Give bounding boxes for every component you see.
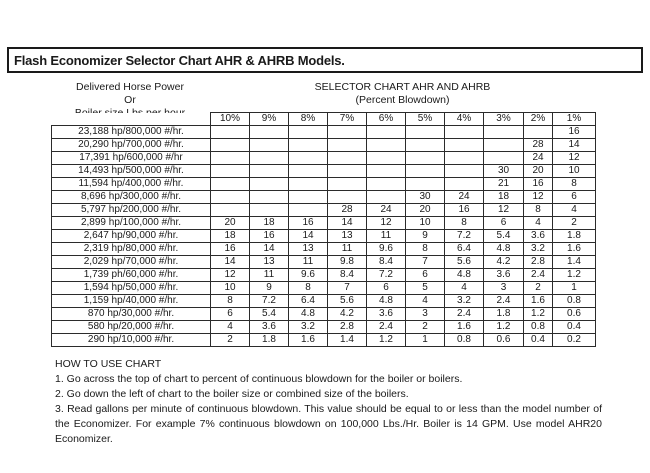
gpm-value-cell: 16 bbox=[524, 178, 553, 191]
gpm-value-cell bbox=[328, 139, 367, 152]
gpm-value-cell bbox=[289, 139, 328, 152]
gpm-value-cell: 5 bbox=[406, 282, 445, 295]
table-row bbox=[52, 243, 596, 256]
gpm-value-cell bbox=[328, 126, 367, 139]
gpm-value-cell bbox=[406, 152, 445, 165]
gpm-value-cell bbox=[367, 126, 406, 139]
percent-column-header: 3% bbox=[484, 113, 524, 126]
gpm-value-cell bbox=[406, 139, 445, 152]
gpm-value-cell: 0.4 bbox=[553, 321, 596, 334]
gpm-value-cell: 6.4 bbox=[445, 243, 484, 256]
table-row bbox=[52, 321, 596, 334]
gpm-value-cell: 16 bbox=[289, 217, 328, 230]
gpm-value-cell: 20 bbox=[524, 165, 553, 178]
gpm-value-cell bbox=[367, 152, 406, 165]
gpm-value-cell bbox=[211, 178, 250, 191]
gpm-value-cell: 7 bbox=[406, 256, 445, 269]
boiler-size-label-cell: 11,594 hp/400,000 #/hr. bbox=[52, 178, 211, 191]
gpm-value-cell: 10 bbox=[553, 165, 596, 178]
gpm-value-cell bbox=[250, 126, 289, 139]
row-label-heading-line1: Delivered Horse Power bbox=[76, 81, 184, 93]
table-row bbox=[52, 334, 596, 347]
table-row bbox=[52, 269, 596, 282]
gpm-value-cell: 2.4 bbox=[445, 308, 484, 321]
selector-chart-heading-line2: (Percent Blowdown) bbox=[355, 94, 450, 106]
table-row bbox=[52, 295, 596, 308]
gpm-value-cell: 1.6 bbox=[289, 334, 328, 347]
row-label-heading-line2: Or bbox=[124, 94, 136, 106]
boiler-size-label-cell: 14,493 hp/500,000 #/hr. bbox=[52, 165, 211, 178]
boiler-size-label-cell: 870 hp/30,000 #/hr. bbox=[52, 308, 211, 321]
table-row bbox=[52, 165, 596, 178]
gpm-value-cell bbox=[406, 165, 445, 178]
gpm-value-cell: 8 bbox=[445, 217, 484, 230]
gpm-value-cell: 4.8 bbox=[289, 308, 328, 321]
boiler-size-label-cell: 17,391 hp/600,000 #/hr bbox=[52, 152, 211, 165]
gpm-value-cell: 4 bbox=[553, 204, 596, 217]
gpm-value-cell: 3.6 bbox=[524, 230, 553, 243]
boiler-size-label-cell: 5,797 hp/200,000 #/hr. bbox=[52, 204, 211, 217]
gpm-value-cell: 3.2 bbox=[289, 321, 328, 334]
boiler-size-label-cell: 580 hp/20,000 #/hr. bbox=[52, 321, 211, 334]
how-to-use-section bbox=[55, 357, 602, 447]
gpm-value-cell: 16 bbox=[445, 204, 484, 217]
gpm-value-cell: 2.4 bbox=[524, 269, 553, 282]
page-title: Flash Economizer Selector Chart AHR & AHRB Models. bbox=[14, 52, 345, 68]
gpm-value-cell bbox=[367, 191, 406, 204]
gpm-value-cell: 14 bbox=[289, 230, 328, 243]
table-row bbox=[52, 139, 596, 152]
gpm-value-cell: 3.2 bbox=[524, 243, 553, 256]
percent-column-header: 6% bbox=[367, 113, 406, 126]
gpm-value-cell: 14 bbox=[553, 139, 596, 152]
gpm-value-cell: 13 bbox=[250, 256, 289, 269]
gpm-value-cell bbox=[445, 165, 484, 178]
gpm-value-cell bbox=[289, 191, 328, 204]
gpm-value-cell: 12 bbox=[524, 191, 553, 204]
gpm-value-cell: 4 bbox=[524, 217, 553, 230]
gpm-value-cell: 4.8 bbox=[367, 295, 406, 308]
gpm-value-cell bbox=[328, 191, 367, 204]
gpm-value-cell: 18 bbox=[250, 217, 289, 230]
gpm-value-cell: 5.6 bbox=[328, 295, 367, 308]
gpm-value-cell: 8 bbox=[211, 295, 250, 308]
gpm-value-cell: 1.8 bbox=[553, 230, 596, 243]
gpm-value-cell: 6 bbox=[367, 282, 406, 295]
gpm-value-cell bbox=[250, 191, 289, 204]
how-to-use-step-2: 2. Go down the left of chart to the boiler size or combined size of the boilers. bbox=[55, 388, 409, 400]
gpm-value-cell: 1.2 bbox=[484, 321, 524, 334]
gpm-value-cell: 28 bbox=[328, 204, 367, 217]
gpm-value-cell: 6 bbox=[484, 217, 524, 230]
gpm-value-cell: 11 bbox=[328, 243, 367, 256]
gpm-value-cell: 8.4 bbox=[328, 269, 367, 282]
table-row bbox=[52, 308, 596, 321]
gpm-value-cell: 7.2 bbox=[250, 295, 289, 308]
boiler-size-label-cell: 290 hp/10,000 #/hr. bbox=[52, 334, 211, 347]
gpm-value-cell bbox=[289, 178, 328, 191]
gpm-value-cell bbox=[524, 126, 553, 139]
gpm-value-cell: 13 bbox=[289, 243, 328, 256]
gpm-value-cell bbox=[445, 139, 484, 152]
gpm-value-cell bbox=[211, 126, 250, 139]
table-row bbox=[52, 256, 596, 269]
gpm-value-cell: 4 bbox=[211, 321, 250, 334]
gpm-value-cell: 10 bbox=[406, 217, 445, 230]
gpm-value-cell: 4.8 bbox=[484, 243, 524, 256]
gpm-value-cell: 4.2 bbox=[328, 308, 367, 321]
gpm-value-cell: 4 bbox=[406, 295, 445, 308]
gpm-value-cell: 3 bbox=[406, 308, 445, 321]
gpm-value-cell: 13 bbox=[328, 230, 367, 243]
gpm-value-cell: 24 bbox=[445, 191, 484, 204]
gpm-value-cell: 6 bbox=[406, 269, 445, 282]
gpm-value-cell: 6 bbox=[553, 191, 596, 204]
gpm-value-cell bbox=[328, 152, 367, 165]
gpm-value-cell bbox=[289, 165, 328, 178]
boiler-size-label-cell: 1,159 hp/40,000 #/hr. bbox=[52, 295, 211, 308]
gpm-value-cell bbox=[250, 152, 289, 165]
gpm-value-cell bbox=[289, 152, 328, 165]
gpm-value-cell: 12 bbox=[553, 152, 596, 165]
gpm-value-cell: 2.4 bbox=[484, 295, 524, 308]
gpm-value-cell bbox=[211, 165, 250, 178]
gpm-value-cell: 1.6 bbox=[445, 321, 484, 334]
gpm-value-cell: 1.2 bbox=[553, 269, 596, 282]
percent-column-header: 5% bbox=[406, 113, 445, 126]
gpm-value-cell: 4.2 bbox=[484, 256, 524, 269]
gpm-value-cell: 8 bbox=[553, 178, 596, 191]
gpm-value-cell: 1 bbox=[553, 282, 596, 295]
gpm-value-cell bbox=[289, 126, 328, 139]
gpm-value-cell bbox=[484, 126, 524, 139]
gpm-value-cell: 7.2 bbox=[445, 230, 484, 243]
gpm-value-cell bbox=[289, 204, 328, 217]
gpm-value-cell: 8 bbox=[289, 282, 328, 295]
gpm-value-cell: 3.6 bbox=[250, 321, 289, 334]
gpm-value-cell: 2.8 bbox=[328, 321, 367, 334]
gpm-value-cell bbox=[250, 165, 289, 178]
gpm-value-cell: 16 bbox=[250, 230, 289, 243]
gpm-value-cell: 12 bbox=[211, 269, 250, 282]
gpm-value-cell: 18 bbox=[484, 191, 524, 204]
gpm-value-cell: 1.8 bbox=[484, 308, 524, 321]
gpm-value-cell bbox=[367, 178, 406, 191]
gpm-value-cell: 16 bbox=[211, 243, 250, 256]
gpm-value-cell: 6 bbox=[211, 308, 250, 321]
gpm-value-cell bbox=[445, 178, 484, 191]
title-box bbox=[7, 47, 643, 73]
gpm-value-cell bbox=[406, 178, 445, 191]
gpm-value-cell: 24 bbox=[524, 152, 553, 165]
gpm-value-cell: 5.6 bbox=[445, 256, 484, 269]
selector-table bbox=[51, 112, 596, 347]
table-row bbox=[52, 178, 596, 191]
gpm-value-cell: 0.8 bbox=[553, 295, 596, 308]
percent-column-header: 4% bbox=[445, 113, 484, 126]
gpm-value-cell: 24 bbox=[367, 204, 406, 217]
percent-header-row bbox=[52, 113, 596, 126]
gpm-value-cell: 2.8 bbox=[524, 256, 553, 269]
percent-column-header: 8% bbox=[289, 113, 328, 126]
gpm-value-cell bbox=[250, 139, 289, 152]
table-row bbox=[52, 191, 596, 204]
gpm-value-cell: 12 bbox=[367, 217, 406, 230]
boiler-size-label-cell: 23,188 hp/800,000 #/hr. bbox=[52, 126, 211, 139]
gpm-value-cell: 9 bbox=[250, 282, 289, 295]
gpm-value-cell: 9.6 bbox=[289, 269, 328, 282]
gpm-value-cell: 1.2 bbox=[524, 308, 553, 321]
gpm-value-cell: 7.2 bbox=[367, 269, 406, 282]
gpm-value-cell: 3.2 bbox=[445, 295, 484, 308]
gpm-value-cell bbox=[211, 139, 250, 152]
gpm-value-cell: 9.6 bbox=[367, 243, 406, 256]
gpm-value-cell bbox=[211, 152, 250, 165]
gpm-value-cell bbox=[367, 165, 406, 178]
gpm-value-cell: 1 bbox=[406, 334, 445, 347]
table-row bbox=[52, 126, 596, 139]
gpm-value-cell: 0.4 bbox=[524, 334, 553, 347]
corner-cell bbox=[52, 113, 211, 126]
gpm-value-cell: 1.2 bbox=[367, 334, 406, 347]
gpm-value-cell: 2 bbox=[524, 282, 553, 295]
boiler-size-label-cell: 1,739 ph/60,000 #/hr. bbox=[52, 269, 211, 282]
gpm-value-cell: 18 bbox=[211, 230, 250, 243]
table-row bbox=[52, 282, 596, 295]
selector-chart-heading bbox=[210, 81, 595, 107]
gpm-value-cell: 9 bbox=[406, 230, 445, 243]
gpm-value-cell: 9.8 bbox=[328, 256, 367, 269]
gpm-value-cell: 1.6 bbox=[524, 295, 553, 308]
gpm-value-cell: 0.8 bbox=[524, 321, 553, 334]
gpm-value-cell bbox=[250, 204, 289, 217]
boiler-size-label-cell: 1,594 hp/50,000 #/hr. bbox=[52, 282, 211, 295]
gpm-value-cell bbox=[445, 152, 484, 165]
gpm-value-cell bbox=[484, 152, 524, 165]
gpm-value-cell: 21 bbox=[484, 178, 524, 191]
gpm-value-cell: 1.4 bbox=[553, 256, 596, 269]
gpm-value-cell bbox=[328, 178, 367, 191]
boiler-size-label-cell: 2,319 hp/80,000 #/hr. bbox=[52, 243, 211, 256]
gpm-value-cell: 8 bbox=[524, 204, 553, 217]
gpm-value-cell bbox=[484, 139, 524, 152]
gpm-value-cell: 30 bbox=[406, 191, 445, 204]
gpm-value-cell: 12 bbox=[484, 204, 524, 217]
gpm-value-cell: 3.6 bbox=[484, 269, 524, 282]
gpm-value-cell: 3.6 bbox=[367, 308, 406, 321]
gpm-value-cell: 20 bbox=[211, 217, 250, 230]
gpm-value-cell: 2 bbox=[406, 321, 445, 334]
gpm-value-cell bbox=[211, 204, 250, 217]
how-to-use-heading: HOW TO USE CHART bbox=[55, 358, 162, 370]
percent-column-header: 9% bbox=[250, 113, 289, 126]
table-row bbox=[52, 204, 596, 217]
gpm-value-cell bbox=[211, 191, 250, 204]
boiler-size-label-cell: 2,029 hp/70,000 #/hr. bbox=[52, 256, 211, 269]
gpm-value-cell: 0.6 bbox=[553, 308, 596, 321]
table-row bbox=[52, 230, 596, 243]
boiler-size-label-cell: 2,899 hp/100,000 #/hr. bbox=[52, 217, 211, 230]
gpm-value-cell: 8 bbox=[406, 243, 445, 256]
gpm-value-cell: 11 bbox=[367, 230, 406, 243]
gpm-value-cell: 16 bbox=[553, 126, 596, 139]
gpm-value-cell: 11 bbox=[289, 256, 328, 269]
gpm-value-cell: 14 bbox=[211, 256, 250, 269]
gpm-value-cell: 10 bbox=[211, 282, 250, 295]
gpm-value-cell bbox=[406, 126, 445, 139]
gpm-value-cell: 5.4 bbox=[250, 308, 289, 321]
how-to-use-step-3: 3. Read gallons per minute of continuous blowdown. This value should be equal to or less than the model number of the Economizer. For example 7% continuous blowdown on 100,000 Lbs./Hr. Boiler is 14 GPM. Use model AHR20 Economizer. bbox=[55, 403, 602, 445]
boiler-size-label-cell: 8,696 hp/300,000 #/hr. bbox=[52, 191, 211, 204]
gpm-value-cell: 4.8 bbox=[445, 269, 484, 282]
selector-chart-heading-line1: SELECTOR CHART AHR AND AHRB bbox=[314, 81, 491, 93]
gpm-value-cell bbox=[367, 139, 406, 152]
gpm-value-cell: 0.6 bbox=[484, 334, 524, 347]
gpm-value-cell: 11 bbox=[250, 269, 289, 282]
gpm-value-cell: 2.4 bbox=[367, 321, 406, 334]
percent-column-header: 7% bbox=[328, 113, 367, 126]
gpm-value-cell: 30 bbox=[484, 165, 524, 178]
gpm-value-cell: 3 bbox=[484, 282, 524, 295]
gpm-value-cell bbox=[445, 126, 484, 139]
gpm-value-cell: 5.4 bbox=[484, 230, 524, 243]
table-row bbox=[52, 152, 596, 165]
gpm-value-cell: 4 bbox=[445, 282, 484, 295]
table-row bbox=[52, 217, 596, 230]
percent-column-header: 1% bbox=[553, 113, 596, 126]
gpm-value-cell bbox=[250, 178, 289, 191]
gpm-value-cell: 0.2 bbox=[553, 334, 596, 347]
gpm-value-cell: 28 bbox=[524, 139, 553, 152]
gpm-value-cell: 1.6 bbox=[553, 243, 596, 256]
gpm-value-cell: 14 bbox=[250, 243, 289, 256]
boiler-size-label-cell: 20,290 hp/700,000 #/hr. bbox=[52, 139, 211, 152]
percent-column-header: 2% bbox=[524, 113, 553, 126]
gpm-value-cell: 20 bbox=[406, 204, 445, 217]
gpm-value-cell: 6.4 bbox=[289, 295, 328, 308]
gpm-value-cell: 1.4 bbox=[328, 334, 367, 347]
gpm-value-cell bbox=[328, 165, 367, 178]
gpm-value-cell: 8.4 bbox=[367, 256, 406, 269]
gpm-value-cell: 1.8 bbox=[250, 334, 289, 347]
gpm-value-cell: 2 bbox=[553, 217, 596, 230]
gpm-value-cell: 14 bbox=[328, 217, 367, 230]
gpm-value-cell: 2 bbox=[211, 334, 250, 347]
percent-column-header: 10% bbox=[211, 113, 250, 126]
boiler-size-label-cell: 2,647 hp/90,000 #/hr. bbox=[52, 230, 211, 243]
how-to-use-step-1: 1. Go across the top of chart to percent of continuous blowdown for the boiler or boilers. bbox=[55, 373, 463, 385]
gpm-value-cell: 7 bbox=[328, 282, 367, 295]
gpm-value-cell: 0.8 bbox=[445, 334, 484, 347]
